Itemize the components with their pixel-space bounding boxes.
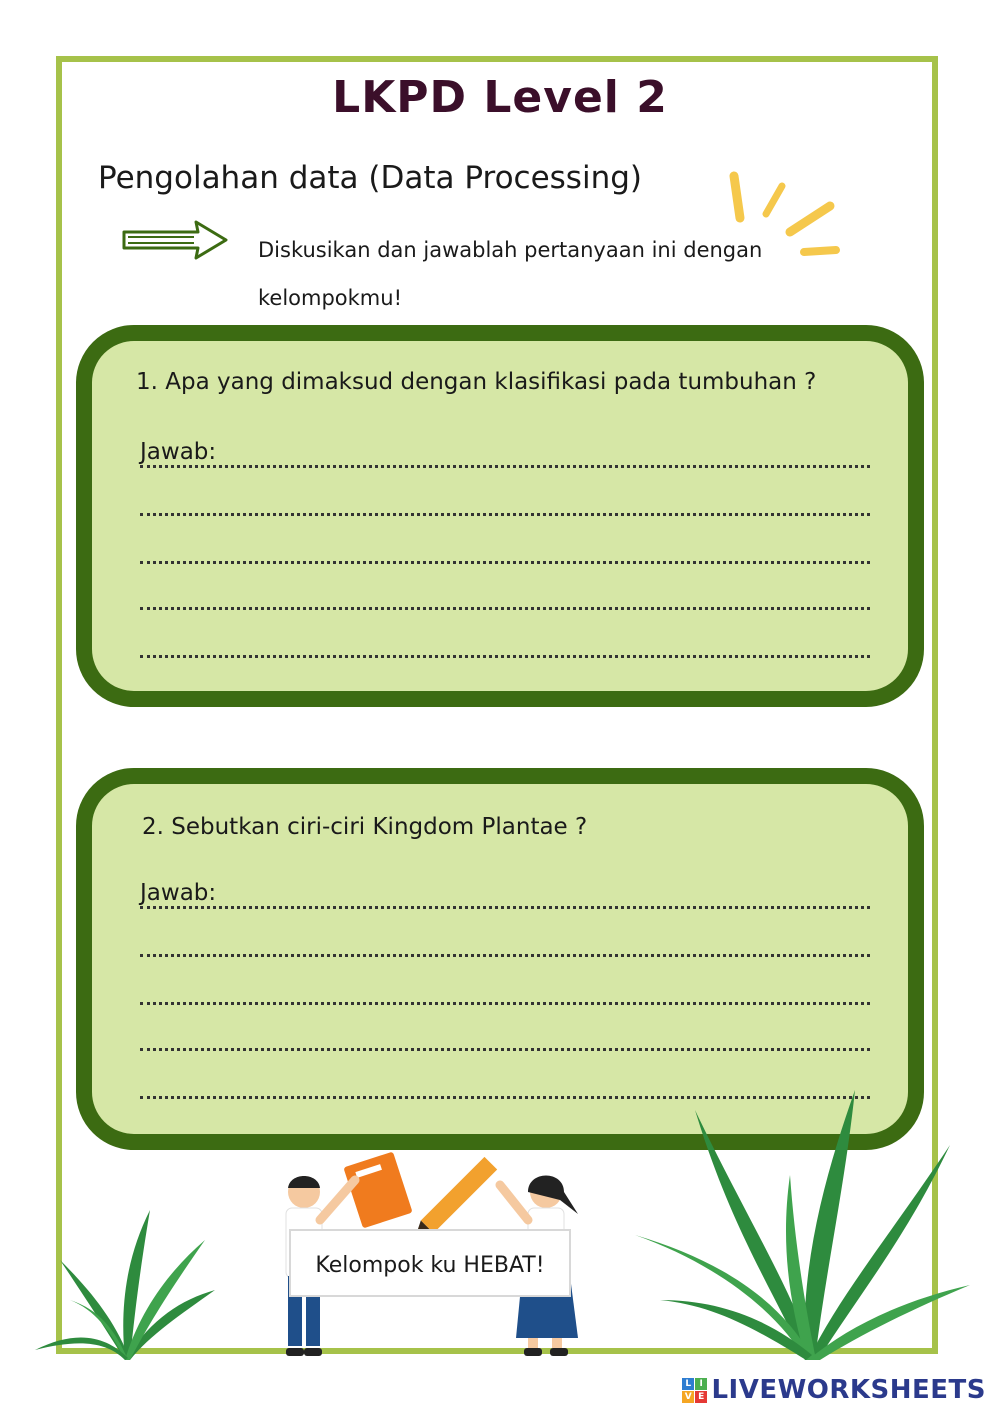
left-plant-icon bbox=[30, 1200, 220, 1360]
answer-line[interactable] bbox=[140, 928, 870, 957]
answer-label: Jawab: bbox=[140, 880, 220, 906]
logo-letter: V bbox=[682, 1391, 694, 1403]
question-1-text: 1. Apa yang dimaksud dengan klasifikasi pada tumbuhan ? bbox=[136, 369, 817, 395]
answer-line[interactable] bbox=[140, 535, 870, 564]
banner-text: Kelompok ku HEBAT! bbox=[315, 1253, 545, 1278]
logo-letter: L bbox=[682, 1378, 694, 1390]
instruction-line-2: kelompokmu! bbox=[258, 286, 402, 310]
footer-brand-text: LIVEWORKSHEETS bbox=[711, 1375, 986, 1405]
logo-letter: I bbox=[695, 1378, 707, 1390]
instruction-line-1: Diskusikan dan jawablah pertanyaan ini dengan bbox=[258, 238, 763, 262]
page-subtitle: Pengolahan data (Data Processing) bbox=[98, 160, 642, 196]
answer-line[interactable] bbox=[140, 880, 870, 909]
sparkle-burst-icon bbox=[720, 170, 850, 270]
question-2-text: 2. Sebutkan ciri-ciri Kingdom Plantae ? bbox=[142, 814, 588, 840]
liveworksheets-logo-icon bbox=[682, 1378, 707, 1403]
arrow-right-icon bbox=[120, 218, 230, 262]
logo-letter: E bbox=[695, 1391, 707, 1403]
students-banner-illustration bbox=[260, 1140, 600, 1360]
answer-label: Jawab: bbox=[140, 439, 220, 465]
question-box-1 bbox=[76, 325, 924, 707]
answer-line[interactable] bbox=[140, 629, 870, 658]
instruction-text bbox=[258, 226, 798, 322]
right-plant-icon bbox=[630, 1085, 975, 1360]
answer-line[interactable] bbox=[140, 581, 870, 610]
book-icon bbox=[343, 1152, 412, 1229]
answer-line[interactable] bbox=[140, 439, 870, 468]
page-title: LKPD Level 2 bbox=[332, 72, 668, 123]
answer-line[interactable] bbox=[140, 976, 870, 1005]
answer-line[interactable] bbox=[140, 1022, 870, 1051]
answer-line[interactable] bbox=[140, 487, 870, 516]
footer-brand bbox=[682, 1375, 986, 1405]
